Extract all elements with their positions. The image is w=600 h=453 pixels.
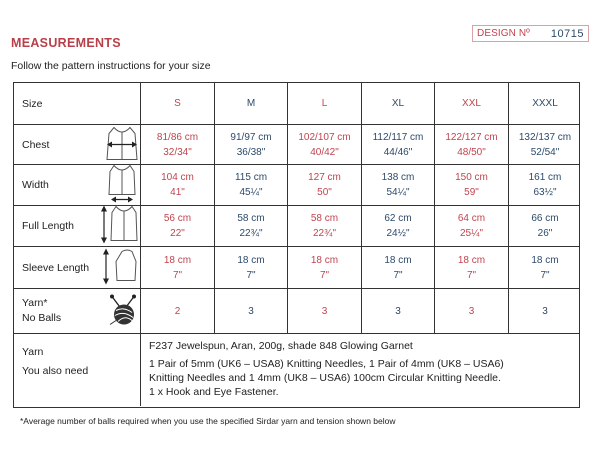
design-number-box (472, 25, 589, 42)
cardigan-chest-width-icon (104, 124, 140, 165)
row-label-text: Chest (22, 138, 50, 151)
also-need-line-2: Knitting Needles and 1 4mm (UK8 – USA6) 100cm Circular Knitting Needle. (149, 372, 501, 384)
balls-xxl: 3 (434, 289, 508, 333)
size-header-m: M (214, 83, 287, 124)
width-s: 104 cm 41" (140, 165, 214, 205)
width-xxl: 150 cm 59" (434, 165, 508, 205)
row-label-full-length (14, 206, 140, 246)
size-header-l: L (287, 83, 361, 124)
full-length-xxl: 64 cm 25¼" (434, 206, 508, 246)
chest-l: 102/107 cm 40/42" (287, 125, 361, 164)
chest-xl: 112/117 cm 44/46" (361, 125, 434, 164)
sleeve-xl: 18 cm 7" (361, 247, 434, 288)
yarn-details (140, 334, 579, 406)
full-length-l: 58 cm 22¾" (287, 206, 361, 246)
design-number: 10715 (550, 27, 584, 40)
sleeve-s: 18 cm 7" (140, 247, 214, 288)
row-label-text: Width (22, 179, 49, 191)
table-row-balls (14, 289, 579, 334)
page-subtitle: Follow the pattern instructions for your size (11, 60, 211, 72)
balls-s: 2 (140, 289, 214, 333)
full-length-s: 56 cm 22" (140, 206, 214, 246)
cardigan-length-icon (100, 205, 140, 248)
width-m: 115 cm 45¼" (214, 165, 287, 205)
also-need-line-1: 1 Pair of 5mm (UK6 – USA8) Knitting Needles, 1 Pair of 4mm (UK8 – USA6) (149, 358, 504, 370)
table-row-yarn (14, 334, 579, 406)
full-length-xxxl: 66 cm 26" (508, 206, 581, 246)
width-l: 127 cm 50" (287, 165, 361, 205)
table-row-full-length (14, 206, 579, 247)
balls-xxxl: 3 (508, 289, 581, 333)
balls-label-line1: Yarn* (22, 297, 48, 309)
sleeve-xxl: 18 cm 7" (434, 247, 508, 288)
row-label-yarn (14, 334, 140, 406)
size-header-xxl: XXL (434, 83, 508, 124)
measurements-table (13, 82, 580, 408)
size-label (14, 83, 140, 124)
footnote: *Average number of balls required when you use the specified Sirdar yarn and tension shown below (20, 416, 396, 426)
full-length-m: 58 cm 22¾" (214, 206, 287, 246)
table-row-sleeve-length (14, 247, 579, 289)
full-length-xl: 62 cm 24½" (361, 206, 434, 246)
page-title: MEASUREMENTS (11, 36, 121, 50)
balls-l: 3 (287, 289, 361, 333)
table-row-width (14, 165, 579, 206)
balls-label-line2: No Balls (22, 312, 62, 324)
row-label-text: Sleeve Length (22, 261, 90, 274)
size-header-row (14, 83, 579, 125)
balls-m: 3 (214, 289, 287, 333)
row-label-sleeve-length (14, 247, 140, 288)
sleeve-m: 18 cm 7" (214, 247, 287, 288)
row-label-chest (14, 125, 140, 164)
sleeve-l: 18 cm 7" (287, 247, 361, 288)
width-xxxl: 161 cm 63½" (508, 165, 581, 205)
also-need-label: You also need (22, 365, 89, 377)
size-header-xl: XL (361, 83, 434, 124)
chest-xxl: 122/127 cm 48/50" (434, 125, 508, 164)
size-header-s: S (140, 83, 214, 124)
also-need-line-3: 1 x Hook and Eye Fastener. (149, 386, 279, 398)
yarn-value: F237 Jewelspun, Aran, 200g, shade 848 Glowing Garnet (149, 340, 413, 352)
yarn-label: Yarn (22, 346, 44, 358)
balls-xl: 3 (361, 289, 434, 333)
row-label-width (14, 165, 140, 205)
chest-s: 81/86 cm 32/34" (140, 125, 214, 164)
sleeve-length-icon (100, 247, 140, 288)
size-header-xxxl: XXXL (508, 83, 581, 124)
size-label-text: Size (22, 97, 43, 110)
sleeve-xxxl: 18 cm 7" (508, 247, 581, 288)
yarn-ball-needles-icon (106, 293, 140, 330)
row-label-balls (14, 289, 140, 333)
cardigan-hem-width-icon (104, 164, 140, 207)
design-label: DESIGN Nº (477, 28, 530, 39)
row-label-text: Full Length (22, 220, 74, 232)
chest-m: 91/97 cm 36/38" (214, 125, 287, 164)
chest-xxxl: 132/137 cm 52/54" (508, 125, 581, 164)
table-row-chest (14, 125, 579, 165)
width-xl: 138 cm 54¼" (361, 165, 434, 205)
